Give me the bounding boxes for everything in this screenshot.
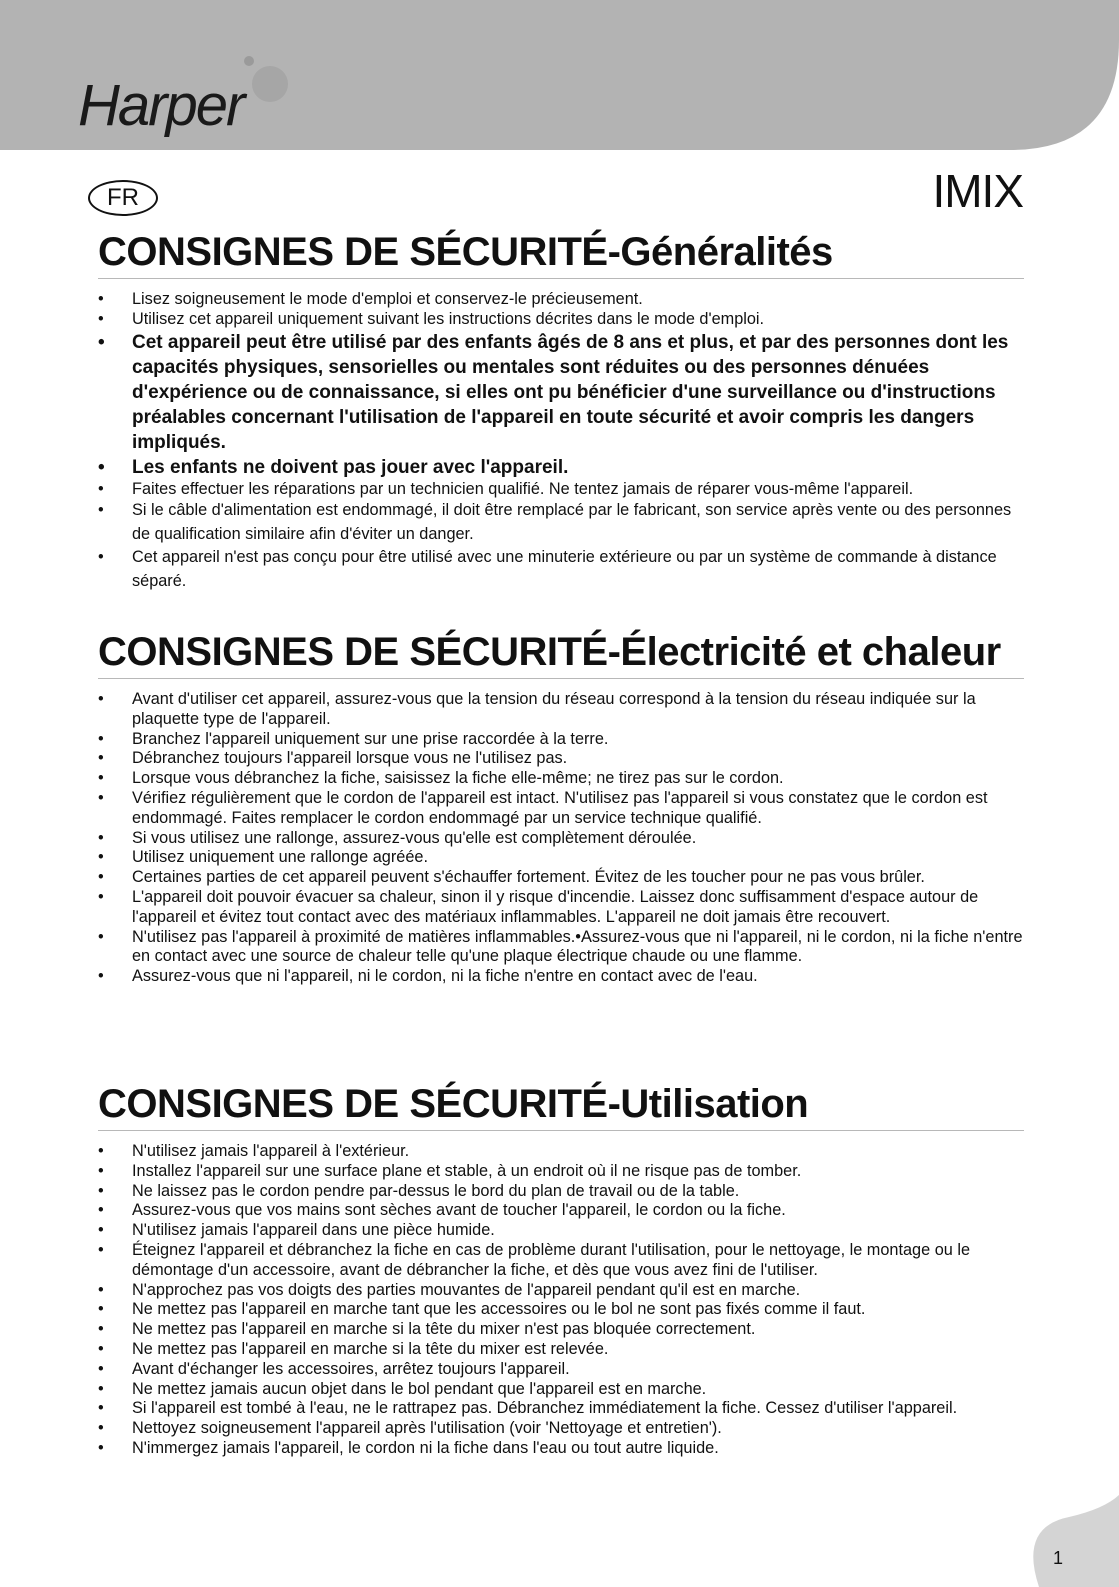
model-name: IMIX bbox=[932, 165, 1023, 217]
list-item: • N'approchez pas vos doigts des parties mouvantes de l'appareil pendant qu'il est en marche. bbox=[96, 1281, 1032, 1301]
list-item: • Avant d'échanger les accessoires, arrêtez toujours l'appareil. bbox=[96, 1360, 1032, 1380]
list-item: • Assurez-vous que ni l'appareil, ni le cordon, ni la fiche n'entre en contact avec de l'eau. bbox=[96, 967, 1032, 987]
brand-logo: Harper bbox=[78, 73, 244, 138]
general-safety-list bbox=[96, 290, 1032, 593]
list-item: • Les enfants ne doivent pas jouer avec l'appareil. bbox=[96, 455, 1032, 480]
usage-safety-list bbox=[96, 1142, 1032, 1459]
list-item: • N'utilisez jamais l'appareil à l'extérieur. bbox=[96, 1142, 1032, 1162]
list-item: • Faites effectuer les réparations par un technicien qualifié. Ne tentez jamais de réparer vous-même l'appareil. bbox=[96, 480, 1032, 500]
section-divider bbox=[98, 278, 1024, 279]
list-item: • Utilisez cet appareil uniquement suivant les instructions décrites dans le mode d'emploi. bbox=[96, 310, 1032, 330]
page-corner-decoration bbox=[919, 1487, 1119, 1587]
logo-dot-small bbox=[244, 56, 254, 66]
list-item: • Si vous utilisez une rallonge, assurez-vous qu'elle est complètement déroulée. bbox=[96, 829, 1032, 849]
list-item: • Assurez-vous que vos mains sont sèches avant de toucher l'appareil, le cordon ou la fiche. bbox=[96, 1201, 1032, 1221]
list-item: • Cet appareil peut être utilisé par des enfants âgés de 8 ans et plus, et par des personnes dont les capacités physiques, sensorielles ou mentales sont réduites ou des personnes dénuées d'expérience ou de connaissance, si elles ont pu bénéficier d'une surveillance ou d'instructions préalables concernant l'utilisation de l'appareil en toute sécurité et avoir compris les dangers impliqués. bbox=[96, 330, 1032, 455]
list-item: • N'utilisez pas l'appareil à proximité de matières inflammables.•Assurez-vous que ni l'appareil, ni le cordon, ni la fiche n'entre en contact avec une source de chaleur telle qu'une plaque électrique chaude ou une flamme. bbox=[96, 928, 1032, 968]
list-item: • L'appareil doit pouvoir évacuer sa chaleur, sinon il y risque d'incendie. Laissez donc suffisamment d'espace autour de l'appareil et évitez tout contact avec des matériaux inflammables. L'appareil ne doit jamais être recouvert. bbox=[96, 888, 1032, 928]
list-item: • Si l'appareil est tombé à l'eau, ne le rattrapez pas. Débranchez immédiatement la fiche. Cessez d'utiliser l'appareil. bbox=[96, 1399, 1032, 1419]
list-item: • Lorsque vous débranchez la fiche, saisissez la fiche elle-même; ne tirez pas sur le cordon. bbox=[96, 769, 1032, 789]
list-item: • Utilisez uniquement une rallonge agréée. bbox=[96, 848, 1032, 868]
section-title-general: CONSIGNES DE SÉCURITÉ-Généralités bbox=[98, 230, 833, 274]
list-item: • Installez l'appareil sur une surface plane et stable, à un endroit où il ne risque pas de tomber. bbox=[96, 1162, 1032, 1182]
section-divider bbox=[98, 1130, 1024, 1131]
list-item: • Ne mettez pas l'appareil en marche si la tête du mixer est relevée. bbox=[96, 1340, 1032, 1360]
list-item: • Nettoyez soigneusement l'appareil après l'utilisation (voir 'Nettoyage et entretien'). bbox=[96, 1419, 1032, 1439]
section-title-electricity: CONSIGNES DE SÉCURITÉ-Électricité et chaleur bbox=[98, 630, 1001, 674]
language-badge: FR bbox=[88, 180, 158, 216]
list-item: • Cet appareil n'est pas conçu pour être utilisé avec une minuterie extérieure ou par un système de commande à distance séparé. bbox=[96, 546, 1032, 593]
logo-dot-large bbox=[252, 66, 288, 102]
list-item: • Avant d'utiliser cet appareil, assurez-vous que la tension du réseau correspond à la tension du réseau indiquée sur la plaquette type de l'appareil. bbox=[96, 690, 1032, 730]
list-item: • N'immergez jamais l'appareil, le cordon ni la fiche dans l'eau ou tout autre liquide. bbox=[96, 1439, 1032, 1459]
list-item: • Éteignez l'appareil et débranchez la fiche en cas de problème durant l'utilisation, pour le nettoyage, le montage ou le démontage d'un accessoire, avant de débrancher la fiche, et dès que vous avez fini de l'utiliser. bbox=[96, 1241, 1032, 1281]
list-item: • Ne laissez pas le cordon pendre par-dessus le bord du plan de travail ou de la table. bbox=[96, 1182, 1032, 1202]
list-item: • Certaines parties de cet appareil peuvent s'échauffer fortement. Évitez de les toucher pour ne pas vous brûler. bbox=[96, 868, 1032, 888]
list-item: • Si le câble d'alimentation est endommagé, il doit être remplacé par le fabricant, son service après vente ou des personnes de qualification similaire afin d'éviter un danger. bbox=[96, 499, 1032, 546]
section-divider bbox=[98, 678, 1024, 679]
list-item: • Vérifiez régulièrement que le cordon de l'appareil est intact. N'utilisez pas l'appareil si vous constatez que le cordon est endommagé. Faites remplacer le cordon endommagé par un service technique qualifié. bbox=[96, 789, 1032, 829]
list-item: • Débranchez toujours l'appareil lorsque vous ne l'utilisez pas. bbox=[96, 749, 1032, 769]
list-item: • Lisez soigneusement le mode d'emploi et conservez-le précieusement. bbox=[96, 290, 1032, 310]
list-item: • N'utilisez jamais l'appareil dans une pièce humide. bbox=[96, 1221, 1032, 1241]
page-number: 1 bbox=[1052, 1548, 1063, 1568]
list-item: • Ne mettez pas l'appareil en marche si la tête du mixer n'est pas bloquée correctement. bbox=[96, 1320, 1032, 1340]
section-title-usage: CONSIGNES DE SÉCURITÉ-Utilisation bbox=[98, 1082, 809, 1126]
list-item: • Branchez l'appareil uniquement sur une prise raccordée à la terre. bbox=[96, 730, 1032, 750]
list-item: • Ne mettez jamais aucun objet dans le bol pendant que l'appareil est en marche. bbox=[96, 1380, 1032, 1400]
electricity-safety-list bbox=[96, 690, 1032, 987]
list-item: • Ne mettez pas l'appareil en marche tant que les accessoires ou le bol ne sont pas fixés comme il faut. bbox=[96, 1300, 1032, 1320]
